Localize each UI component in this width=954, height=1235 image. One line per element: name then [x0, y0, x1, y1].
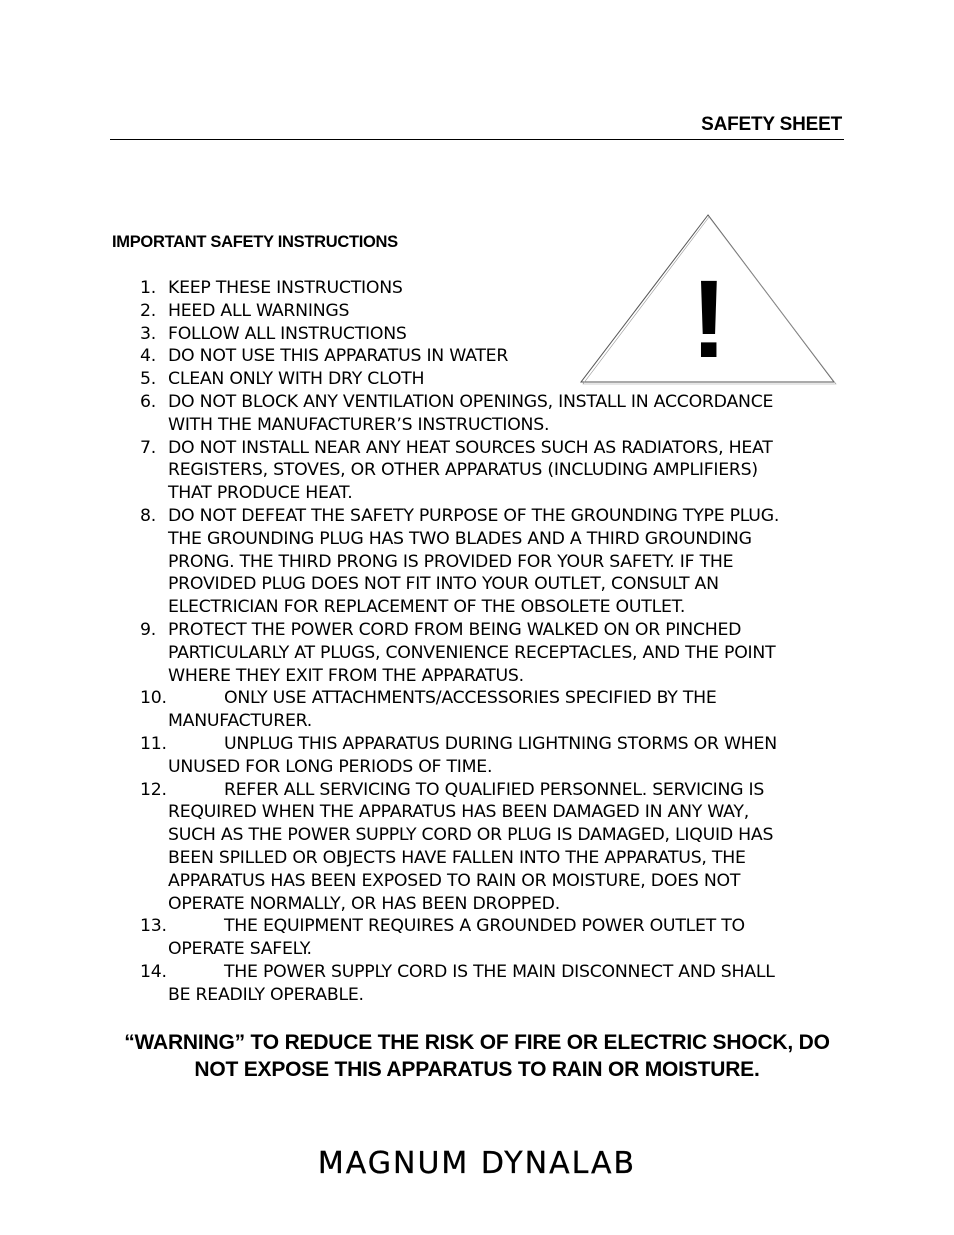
list-item-text: WITH THE MANUFACTURER’S INSTRUCTIONS. — [168, 414, 550, 435]
list-item-text: PROTECT THE POWER CORD FROM BEING WALKED ON OR PINCHED — [168, 619, 742, 640]
list-item-number: 4. — [140, 346, 156, 367]
list-item-text: THE GROUNDING PLUG HAS TWO BLADES AND A THIRD GROUNDING — [168, 528, 752, 549]
list-item-number: 12. — [140, 779, 167, 800]
warning-statement — [0, 1029, 954, 1083]
list-item-text: PARTICULARLY AT PLUGS, CONVENIENCE RECEPTACLES, AND THE POINT — [168, 642, 776, 663]
list-item-text: REFER ALL SERVICING TO QUALIFIED PERSONNEL. SERVICING IS — [224, 779, 765, 800]
list-item-text: WHERE THEY EXIT FROM THE APPARATUS. — [168, 665, 524, 686]
warning-line-1: “WARNING” TO REDUCE THE RISK OF FIRE OR ELECTRIC SHOCK, DO — [124, 1031, 830, 1054]
list-item-number: 7. — [140, 437, 156, 458]
list-item-text: UNPLUG THIS APPARATUS DURING LIGHTNING STORMS OR WHEN — [224, 733, 777, 754]
list-item — [0, 368, 954, 391]
list-item-text: BEEN SPILLED OR OBJECTS HAVE FALLEN INTO THE APPARATUS, THE — [168, 847, 746, 868]
list-item-text: DO NOT INSTALL NEAR ANY HEAT SOURCES SUCH AS RADIATORS, HEAT — [168, 437, 773, 458]
list-item-number: 11. — [140, 733, 167, 754]
section-title: IMPORTANT SAFETY INSTRUCTIONS — [112, 233, 398, 251]
list-item-number: 3. — [140, 323, 156, 344]
list-item — [0, 733, 954, 779]
list-item-text: THE POWER SUPPLY CORD IS THE MAIN DISCONNECT AND SHALL — [224, 961, 775, 982]
list-item-text: APPARATUS HAS BEEN EXPOSED TO RAIN OR MOISTURE, DOES NOT — [168, 870, 741, 891]
warning-line-2: NOT EXPOSE THIS APPARATUS TO RAIN OR MOISTURE. — [194, 1058, 760, 1081]
list-item-text: DO NOT USE THIS APPARATUS IN WATER — [168, 346, 509, 367]
list-item — [0, 619, 954, 687]
list-item-text: REGISTERS, STOVES, OR OTHER APPARATUS (INCLUDING AMPLIFIERS) — [168, 460, 758, 481]
list-item-text: OPERATE NORMALLY, OR HAS BEEN DROPPED. — [168, 893, 560, 914]
list-item — [0, 391, 954, 437]
list-item-text: KEEP THESE INSTRUCTIONS — [168, 278, 403, 298]
list-item — [0, 779, 954, 916]
list-item-text: CLEAN ONLY WITH DRY CLOTH — [168, 369, 425, 390]
exclamation-mark: ! — [690, 258, 728, 381]
list-item-text: ELECTRICIAN FOR REPLACEMENT OF THE OBSOLETE OUTLET. — [168, 597, 686, 618]
list-item-text: OPERATE SAFELY. — [168, 939, 312, 960]
list-item-text: DO NOT BLOCK ANY VENTILATION OPENINGS, INSTALL IN ACCORDANCE — [168, 391, 774, 412]
list-item-number: 2. — [140, 300, 156, 321]
page-title: SAFETY SHEET — [701, 114, 842, 135]
list-item-text: THAT PRODUCE HEAT. — [168, 483, 353, 504]
list-item-text: FOLLOW ALL INSTRUCTIONS — [168, 323, 407, 344]
list-item — [0, 345, 954, 368]
safety-instructions-list — [0, 277, 954, 1007]
list-item-text: SUCH AS THE POWER SUPPLY CORD OR PLUG IS DAMAGED, LIQUID HAS — [168, 825, 774, 846]
list-item-number: 14. — [140, 961, 167, 982]
list-item-number: 5. — [140, 369, 156, 390]
list-item — [0, 300, 954, 323]
list-item — [0, 505, 954, 619]
list-item — [0, 915, 954, 961]
list-item-text: THE EQUIPMENT REQUIRES A GROUNDED POWER OUTLET TO — [224, 916, 745, 937]
list-item-number: 9. — [140, 619, 156, 640]
list-item-number: 10. — [140, 688, 167, 709]
list-item — [0, 323, 954, 346]
list-item-number: 8. — [140, 505, 156, 526]
list-item-text: MANUFACTURER. — [168, 711, 313, 732]
list-item-text: HEED ALL WARNINGS — [168, 300, 350, 321]
list-item — [0, 961, 954, 1007]
list-item-text: ONLY USE ATTACHMENTS/ACCESSORIES SPECIFIED BY THE — [224, 688, 717, 709]
header-divider — [110, 139, 844, 140]
list-item-text: PRONG. THE THIRD PRONG IS PROVIDED FOR YOUR SAFETY. IF THE — [168, 551, 734, 572]
list-item — [0, 437, 954, 505]
list-item-text: BE READILY OPERABLE. — [168, 984, 364, 1005]
list-item-number: 6. — [140, 391, 156, 412]
list-item — [0, 687, 954, 733]
list-item — [0, 277, 954, 300]
list-item-text: REQUIRED WHEN THE APPARATUS HAS BEEN DAMAGED IN ANY WAY, — [168, 802, 749, 823]
list-item-text: PROVIDED PLUG DOES NOT FIT INTO YOUR OUTLET, CONSULT AN — [168, 574, 719, 595]
brand-logo: MAGNUM DYNALAB — [317, 1146, 637, 1181]
list-item-number: 13. — [140, 916, 167, 937]
list-item-text: UNUSED FOR LONG PERIODS OF TIME. — [168, 756, 493, 777]
list-item-number: 1. — [140, 278, 156, 298]
list-item-text: DO NOT DEFEAT THE SAFETY PURPOSE OF THE GROUNDING TYPE PLUG. — [168, 505, 780, 526]
